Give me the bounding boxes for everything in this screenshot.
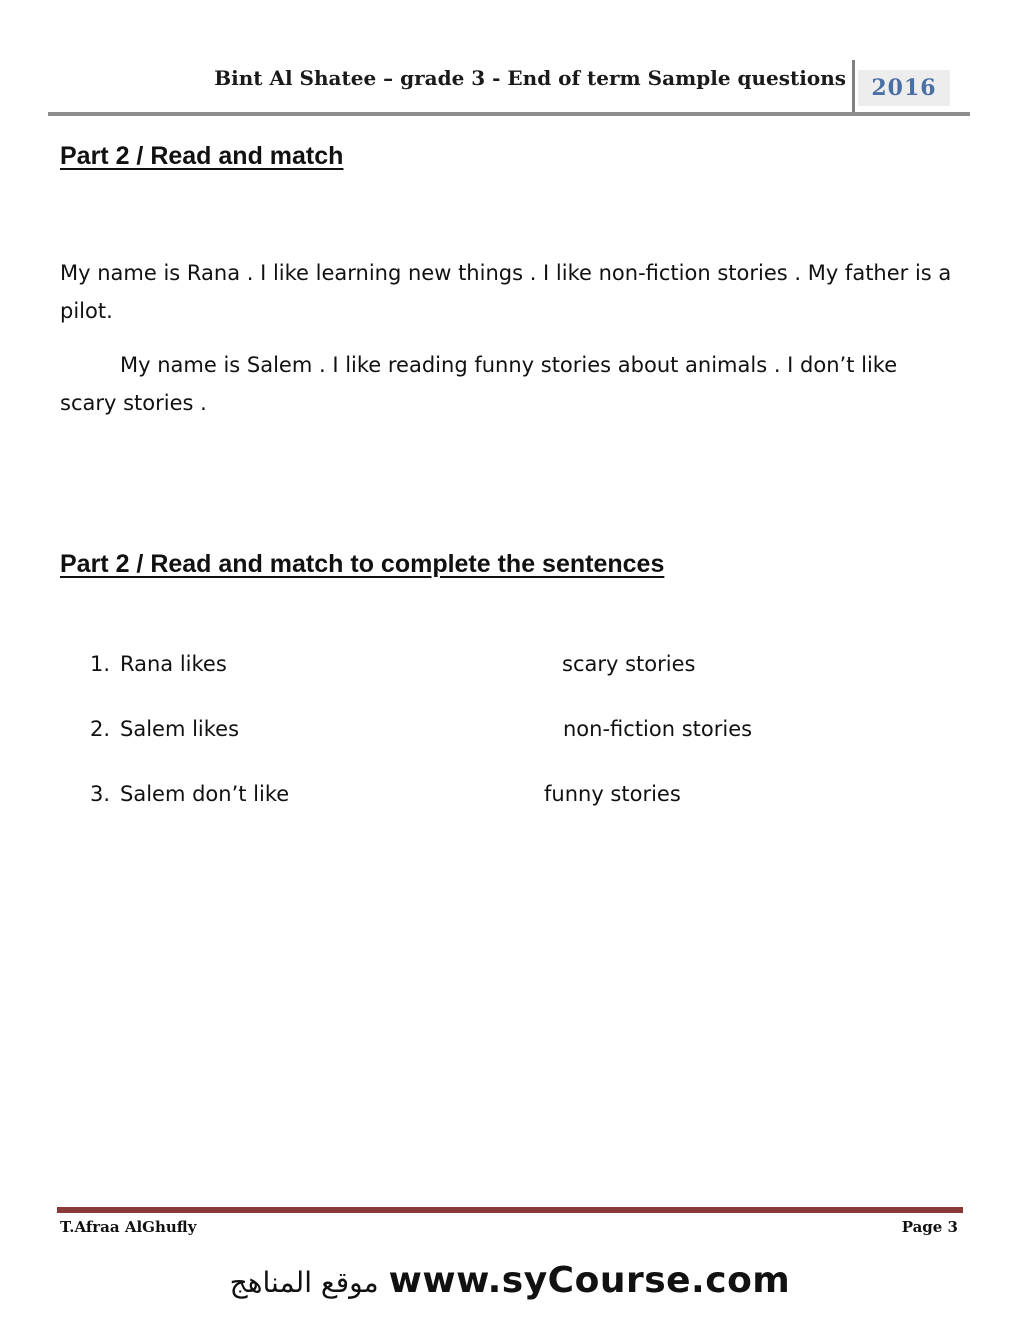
section2-heading: Part 2 / Read and match to complete the sentences <box>60 550 665 578</box>
passage-rana: My name is Rana . I like learning new things . I like non-fiction stories . My father is a pilot. <box>60 261 952 323</box>
item-number: 2. <box>90 717 111 741</box>
footer-rule <box>57 1207 963 1213</box>
watermark-site: www.syCourse.com <box>388 1260 791 1301</box>
match-item-left <box>90 652 227 676</box>
header-divider <box>852 60 855 114</box>
footer-author: T.Afraa AlGhufly <box>60 1218 197 1236</box>
header-year: 2016 <box>858 70 950 106</box>
match-item-right: non-fiction stories <box>563 717 753 741</box>
footer-page-number: Page 3 <box>901 1218 958 1236</box>
section1-heading: Part 2 / Read and match <box>60 142 344 170</box>
item-number: 1. <box>90 652 111 676</box>
header-title: Bint Al Shatee – grade 3 - End of term Sample questions <box>214 66 846 90</box>
match-item-left <box>90 782 289 806</box>
match-item-left <box>90 717 239 741</box>
passage-salem: My name is Salem . I like reading funny stories about animals . I don’t like scary stories . <box>60 353 898 415</box>
item-left-text: Salem likes <box>120 717 240 741</box>
header-rule <box>48 112 970 116</box>
item-left-text: Rana likes <box>120 652 227 676</box>
item-number: 3. <box>90 782 111 806</box>
watermark-arabic: موقع المناهج <box>229 1266 379 1299</box>
watermark <box>0 1260 1020 1301</box>
item-left-text: Salem don’t like <box>120 782 290 806</box>
match-item-right: scary stories <box>562 652 696 676</box>
match-item-right: funny stories <box>544 782 681 806</box>
